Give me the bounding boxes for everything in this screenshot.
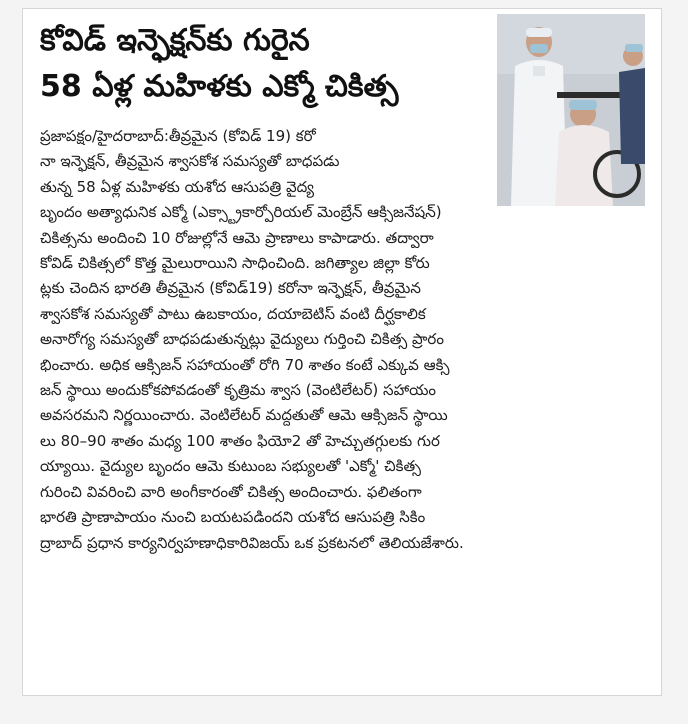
body-line: చికిత్సను అందించి 10 రోజుల్లోనే ఆమె ప్రాణాలు కాపాడారు. తద్వారా bbox=[40, 228, 434, 247]
body-line: లు 80–90 శాతం మధ్య 100 శాతం ఫియో2 తో హెచ్చుతగ్గులకు గుర bbox=[40, 431, 440, 450]
headline-line-1: కోవిడ్ ఇన్ఫెక్షన్‌కు గురైన bbox=[40, 23, 310, 58]
headline-line-2: 58 ఏళ్ల మహిళకు ఎక్మో చికిత్స bbox=[40, 69, 399, 104]
body-line: నా ఇన్ఫెక్షన్, తీవ్రమైన శ్వాసకోశ సమస్యతో బాధపడు bbox=[40, 152, 340, 171]
body-line: తున్న 58 ఏళ్ల మహిళకు యశోద ఆసుపత్రి వైద్య bbox=[40, 177, 315, 196]
body-line: అవసరమని నిర్ణయించారు. వెంటిలేటర్ మద్దతుతో ఆమె ఆక్సిజన్ స్థాయి bbox=[40, 406, 448, 425]
body-line: జన్ స్థాయి అందుకోకపోవడంతో కృత్రిమ శ్వాస (వెంటిలేటర్) సహాయం bbox=[40, 381, 436, 400]
body-line: ప్రజాపక్షం/హైదరాబాద్:తీవ్రమైన (కోవిడ్ 19) కరో bbox=[40, 127, 316, 145]
body-line: ద్రాబాద్ ప్రధాన కార్యనిర్వహణాధికారివిజయ్ ఒక ప్రకటనలో తెలియజేశారు. bbox=[40, 533, 464, 552]
body-line: అనారోగ్య సమస్యతో బాధపడుతున్నట్లు వైద్యులు గుర్తించి చికిత్స ప్రారం bbox=[40, 330, 444, 349]
article-body bbox=[40, 124, 644, 556]
body-line: భారతి ప్రాణాపాయం నుంచి బయటపడిందని యశోద ఆసుపత్రి సికిం bbox=[40, 508, 426, 527]
body-line: ట్లకు చెందిన భారతి తీవ్రమైన (కోవిడ్19) కరోనా ఇన్ఫెక్షన్, తీవ్రమైన bbox=[40, 279, 421, 298]
page-margin bbox=[0, 700, 688, 724]
body-line: శ్వాసకోశ సమస్యతో పాటు ఉబకాయం, దయాబెటిస్ వంటి దీర్ఘకాలిక bbox=[40, 304, 426, 323]
body-line: భించారు. అధిక ఆక్సిజన్ సహాయంతో రోగి 70 శాతం కంటే ఎక్కువ ఆక్సి bbox=[40, 355, 450, 374]
article-headline bbox=[40, 18, 490, 110]
body-line: బృందం అత్యాధునిక ఎక్మో (ఎక్స్ట్రాకార్పోరియల్ మెంబ్రేన్ ఆక్సిజనేషన్) bbox=[40, 203, 442, 222]
body-line: కోవిడ్ చికిత్సలో కొత్త మైలురాయిని సాధించింది. జగిత్యాల జిల్లా కోరు bbox=[40, 254, 430, 273]
body-line: య్యాయి. వైద్యుల బృందం ఆమె కుటుంబ సభ్యులతో 'ఎక్మో' చికిత్స bbox=[40, 457, 421, 476]
body-line: గురించి వివరించి వారి అంగీకారంతో చికిత్స అందించారు. ఫలితంగా bbox=[40, 482, 422, 501]
